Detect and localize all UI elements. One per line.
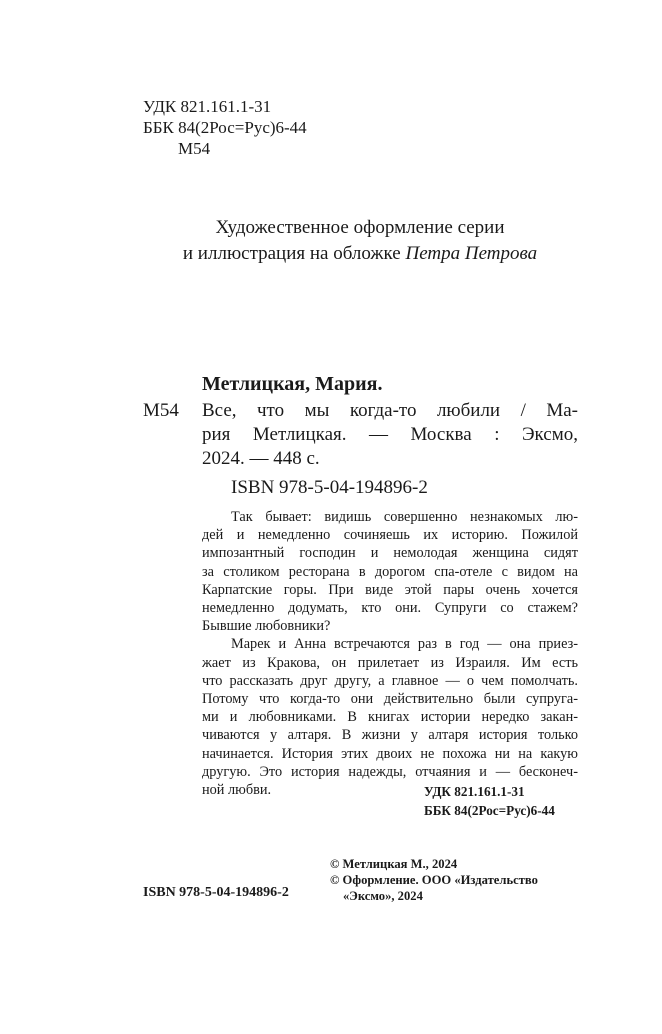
- copyright-design-line-2: «Эксмо», 2024: [343, 889, 423, 903]
- bbk-code-top: ББК 84(2Рос=Рус)6-44: [143, 118, 307, 137]
- annotation-line: дей и немедленно сочиняешь их историю. Пожилой: [202, 527, 578, 544]
- udk-code-top: УДК 821.161.1-31: [143, 97, 272, 116]
- record-description-line: Все, что мы когда-то любили / Ма-: [202, 400, 578, 421]
- copyright-author: © Метлицкая М., 2024: [330, 857, 458, 871]
- record-description: [202, 399, 578, 471]
- annotation-line: за столиком ресторана в дорогом спа-отеле с видом на: [202, 563, 578, 580]
- illustrator-name: Петра Петрова: [405, 243, 538, 264]
- annotation-line: другую. Это история надежды, отчаяния и — бесконеч-: [202, 763, 578, 780]
- record-isbn: ISBN 978-5-04-194896-2: [231, 477, 428, 498]
- annotation-line: Так бывает: видишь совершенно незнакомых лю-: [231, 509, 578, 525]
- record-author-mark: М54: [143, 400, 179, 421]
- author-mark-top: М54: [178, 139, 211, 158]
- credits-prefix: и иллюстрация на обложке: [182, 243, 406, 264]
- annotation-line: импозантный господин и немолодая женщина сидят: [202, 545, 578, 562]
- annotation-line: ной любви.: [202, 782, 272, 799]
- udk-code-bottom: УДК 821.161.1-31: [424, 784, 525, 799]
- copyright-design-line-1: © Оформление. ООО «Издательство: [330, 873, 538, 887]
- footer-isbn: ISBN 978-5-04-194896-2: [143, 885, 289, 900]
- credits-line-2: [0, 242, 662, 266]
- annotation-line: начинается. История этих двоих не похожа ни на какую: [202, 745, 578, 762]
- annotation-line: жает из Кракова, он прилетает из Израиля. Им есть: [202, 654, 578, 671]
- record-description-line: рия Метлицкая. — Москва : Эксмо,: [202, 424, 578, 445]
- annotation-line: ми и любовниками. В книгах истории нередко закан-: [202, 709, 578, 726]
- annotation-line: Марек и Анна встречаются раз в год — она приез-: [231, 636, 578, 653]
- annotation-line: чиваются у алтаря. В жизни у алтаря история только: [202, 727, 578, 744]
- annotation: [202, 508, 578, 799]
- annotation-line: Потому что когда-то они действительно были супруга-: [202, 691, 578, 708]
- annotation-line: Бывшие любовники?: [202, 618, 331, 635]
- record-author: Метлицкая, Мария.: [202, 373, 383, 395]
- annotation-line: немедленно додумать, кто они. Супруги со стажем?: [202, 600, 578, 617]
- credits-line-1: Художественное оформление серии: [215, 217, 505, 238]
- annotation-line: Карпатские горы. При виде этой пары очень хочется: [202, 581, 578, 598]
- annotation-line: что рассказать друг другу, а главное — о чем помолчать.: [202, 672, 578, 689]
- record-description-line: 2024. — 448 с.: [202, 448, 320, 469]
- bbk-code-bottom: ББК 84(2Рос=Рус)6-44: [424, 803, 555, 818]
